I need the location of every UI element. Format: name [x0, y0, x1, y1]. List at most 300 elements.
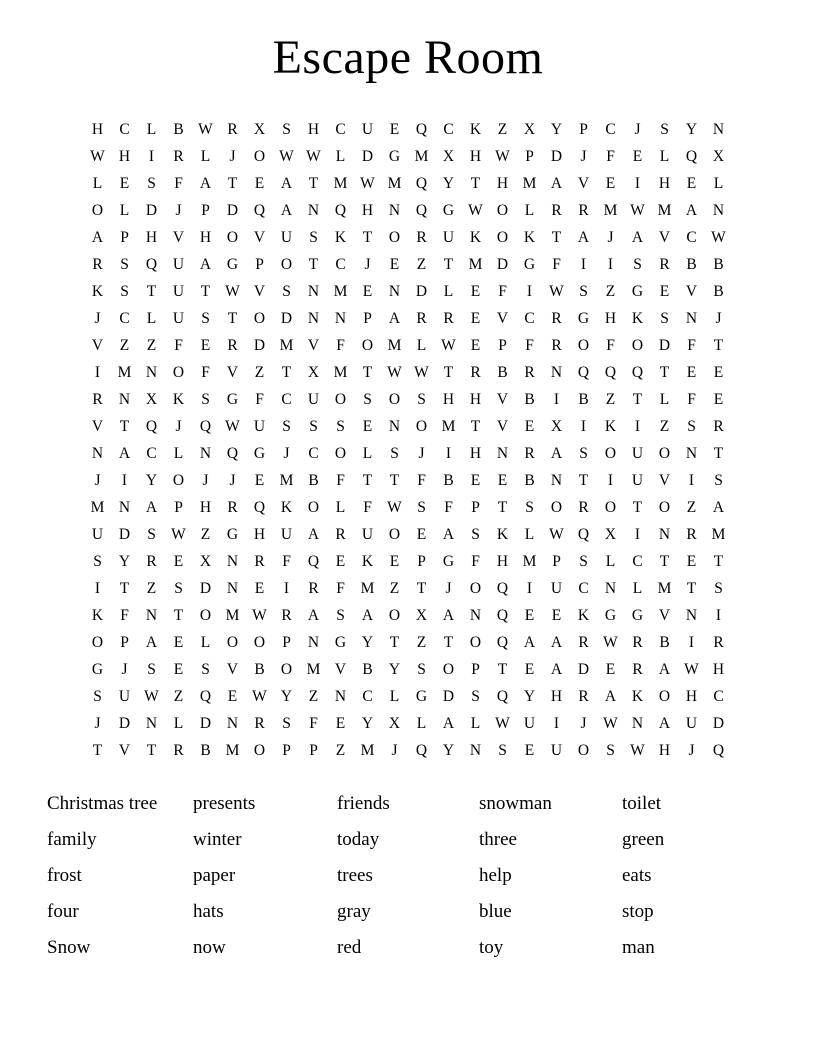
letter-cell[interactable]: Q [253, 202, 266, 219]
letter-cell[interactable]: Y [685, 121, 698, 138]
word-list-item[interactable]: family [47, 829, 97, 850]
letter-cell[interactable]: K [577, 607, 590, 624]
letter-cell[interactable]: V [658, 229, 671, 246]
letter-cell[interactable]: K [469, 121, 482, 138]
letter-cell[interactable]: W [279, 148, 294, 165]
letter-cell[interactable]: H [118, 148, 131, 165]
letter-cell[interactable]: R [173, 742, 184, 759]
letter-cell[interactable]: S [201, 661, 210, 678]
letter-cell[interactable]: J [715, 310, 722, 327]
letter-cell[interactable]: C [308, 445, 319, 462]
letter-cell[interactable]: I [94, 364, 101, 381]
letter-cell[interactable]: U [280, 526, 293, 543]
letter-cell[interactable]: D [712, 715, 725, 732]
letter-cell[interactable]: O [280, 256, 293, 273]
letter-cell[interactable]: I [580, 418, 587, 435]
letter-cell[interactable]: Z [146, 580, 157, 597]
letter-cell[interactable]: A [712, 499, 725, 516]
letter-cell[interactable]: Z [119, 337, 130, 354]
letter-cell[interactable]: F [498, 283, 507, 300]
letter-cell[interactable]: S [282, 283, 291, 300]
word-list-item[interactable]: red [337, 937, 362, 958]
letter-cell[interactable]: W [603, 715, 618, 732]
letter-cell[interactable]: C [119, 121, 130, 138]
letter-cell[interactable]: D [415, 283, 428, 300]
letter-cell[interactable]: E [416, 526, 427, 543]
letter-cell[interactable]: V [226, 364, 239, 381]
letter-cell[interactable]: S [714, 472, 723, 489]
letter-cell[interactable]: B [713, 283, 724, 300]
letter-cell[interactable]: P [120, 634, 129, 651]
letter-cell[interactable]: H [658, 175, 671, 192]
letter-cell[interactable]: W [198, 121, 213, 138]
letter-cell[interactable]: F [282, 553, 291, 570]
letter-cell[interactable]: H [469, 148, 482, 165]
letter-cell[interactable]: S [336, 607, 345, 624]
letter-cell[interactable]: H [604, 310, 617, 327]
letter-cell[interactable]: S [660, 121, 669, 138]
letter-cell[interactable]: S [417, 391, 426, 408]
letter-cell[interactable]: H [307, 121, 320, 138]
letter-cell[interactable]: S [147, 175, 156, 192]
letter-cell[interactable]: O [415, 418, 428, 435]
letter-cell[interactable]: L [92, 175, 103, 192]
letter-cell[interactable]: M [306, 661, 321, 678]
letter-cell[interactable]: T [443, 634, 454, 651]
letter-cell[interactable]: N [388, 202, 401, 219]
letter-cell[interactable]: N [334, 310, 347, 327]
letter-cell[interactable]: S [201, 310, 210, 327]
letter-cell[interactable]: F [444, 499, 453, 516]
letter-cell[interactable]: L [146, 121, 157, 138]
letter-cell[interactable]: S [309, 418, 318, 435]
letter-cell[interactable]: R [632, 661, 643, 678]
letter-cell[interactable]: J [283, 445, 290, 462]
letter-cell[interactable]: L [470, 715, 481, 732]
letter-cell[interactable]: U [442, 229, 455, 246]
letter-cell[interactable]: E [335, 715, 346, 732]
word-list-item[interactable]: winter [193, 829, 242, 850]
letter-cell[interactable]: O [577, 742, 590, 759]
letter-cell[interactable]: L [524, 526, 535, 543]
letter-cell[interactable]: P [255, 256, 264, 273]
letter-cell[interactable]: B [686, 256, 697, 273]
letter-cell[interactable]: O [226, 229, 239, 246]
word-list-item[interactable]: toilet [622, 793, 662, 814]
letter-cell[interactable]: E [713, 391, 724, 408]
letter-cell[interactable]: R [524, 445, 535, 462]
letter-cell[interactable]: V [334, 661, 347, 678]
letter-cell[interactable]: N [118, 391, 131, 408]
letter-cell[interactable]: A [280, 175, 293, 192]
letter-cell[interactable]: L [173, 445, 184, 462]
letter-cell[interactable]: O [199, 607, 212, 624]
word-list-item[interactable]: paper [193, 865, 236, 886]
letter-cell[interactable]: Q [496, 607, 509, 624]
letter-cell[interactable]: I [607, 256, 614, 273]
letter-cell[interactable]: N [307, 310, 320, 327]
letter-cell[interactable]: W [630, 202, 645, 219]
word-list-item[interactable]: Christmas tree [47, 793, 158, 814]
letter-cell[interactable]: T [119, 418, 130, 435]
letter-cell[interactable]: S [579, 283, 588, 300]
letter-cell[interactable]: W [495, 715, 510, 732]
letter-cell[interactable]: E [254, 472, 265, 489]
letter-cell[interactable]: N [199, 445, 212, 462]
letter-cell[interactable]: S [282, 418, 291, 435]
letter-cell[interactable]: I [715, 607, 722, 624]
letter-cell[interactable]: S [417, 499, 426, 516]
letter-cell[interactable]: O [334, 391, 347, 408]
letter-cell[interactable]: F [606, 337, 615, 354]
letter-cell[interactable]: Q [685, 148, 698, 165]
letter-cell[interactable]: W [171, 526, 186, 543]
letter-cell[interactable]: G [523, 256, 536, 273]
letter-cell[interactable]: P [282, 742, 291, 759]
letter-cell[interactable]: V [307, 337, 320, 354]
letter-cell[interactable]: U [631, 445, 644, 462]
letter-cell[interactable]: H [685, 688, 698, 705]
letter-cell[interactable]: M [333, 175, 348, 192]
letter-cell[interactable]: J [94, 715, 101, 732]
letter-cell[interactable]: R [227, 499, 238, 516]
letter-cell[interactable]: E [470, 472, 481, 489]
letter-cell[interactable]: U [253, 418, 266, 435]
letter-cell[interactable]: K [334, 229, 347, 246]
letter-cell[interactable]: N [496, 445, 509, 462]
letter-cell[interactable]: N [334, 688, 347, 705]
letter-cell[interactable]: I [553, 391, 560, 408]
letter-cell[interactable]: L [659, 148, 670, 165]
letter-cell[interactable]: S [282, 121, 291, 138]
letter-cell[interactable]: A [388, 310, 401, 327]
letter-cell[interactable]: Q [307, 553, 320, 570]
letter-cell[interactable]: R [551, 337, 562, 354]
letter-cell[interactable]: P [309, 742, 318, 759]
letter-cell[interactable]: I [121, 472, 128, 489]
letter-cell[interactable]: Z [497, 121, 508, 138]
letter-cell[interactable]: Y [118, 553, 131, 570]
letter-cell[interactable]: S [633, 256, 642, 273]
letter-cell[interactable]: R [524, 364, 535, 381]
letter-cell[interactable]: S [498, 742, 507, 759]
letter-cell[interactable]: W [360, 175, 375, 192]
letter-cell[interactable]: F [417, 472, 426, 489]
letter-cell[interactable]: J [445, 580, 452, 597]
letter-cell[interactable]: S [687, 418, 696, 435]
letter-cell[interactable]: M [522, 553, 537, 570]
letter-cell[interactable]: T [497, 661, 508, 678]
letter-cell[interactable]: E [524, 661, 535, 678]
letter-cell[interactable]: E [389, 553, 400, 570]
letter-cell[interactable]: M [657, 580, 672, 597]
letter-cell[interactable]: H [496, 553, 509, 570]
letter-cell[interactable]: K [361, 553, 374, 570]
letter-cell[interactable]: B [200, 742, 211, 759]
letter-cell[interactable]: F [255, 391, 264, 408]
letter-cell[interactable]: I [634, 526, 641, 543]
letter-cell[interactable]: S [471, 688, 480, 705]
letter-cell[interactable]: N [469, 742, 482, 759]
letter-cell[interactable]: E [632, 148, 643, 165]
letter-cell[interactable]: H [145, 229, 158, 246]
letter-cell[interactable]: O [172, 472, 185, 489]
letter-cell[interactable]: F [525, 337, 534, 354]
letter-cell[interactable]: U [523, 715, 536, 732]
letter-cell[interactable]: N [145, 607, 158, 624]
letter-cell[interactable]: C [146, 445, 157, 462]
letter-cell[interactable]: R [713, 634, 724, 651]
letter-cell[interactable]: S [660, 310, 669, 327]
letter-cell[interactable]: R [470, 364, 481, 381]
letter-cell[interactable]: A [658, 715, 671, 732]
letter-cell[interactable]: N [145, 715, 158, 732]
letter-cell[interactable]: X [307, 364, 320, 381]
letter-cell[interactable]: P [525, 148, 534, 165]
letter-cell[interactable]: U [172, 256, 185, 273]
letter-cell[interactable]: X [604, 526, 617, 543]
letter-cell[interactable]: S [714, 580, 723, 597]
letter-cell[interactable]: F [174, 337, 183, 354]
letter-cell[interactable]: N [307, 283, 320, 300]
letter-cell[interactable]: G [577, 310, 590, 327]
letter-cell[interactable]: P [498, 337, 507, 354]
letter-cell[interactable]: C [605, 121, 616, 138]
letter-cell[interactable]: C [524, 310, 535, 327]
letter-cell[interactable]: P [282, 634, 291, 651]
letter-cell[interactable]: D [442, 688, 455, 705]
letter-cell[interactable]: B [578, 391, 589, 408]
letter-cell[interactable]: P [579, 121, 588, 138]
letter-cell[interactable]: Q [496, 688, 509, 705]
letter-cell[interactable]: F [336, 580, 345, 597]
letter-cell[interactable]: E [605, 661, 616, 678]
letter-cell[interactable]: N [145, 364, 158, 381]
word-list-item[interactable]: today [337, 829, 380, 850]
letter-cell[interactable]: O [388, 607, 401, 624]
letter-cell[interactable]: N [685, 445, 698, 462]
letter-cell[interactable]: I [607, 472, 614, 489]
letter-cell[interactable]: N [226, 580, 239, 597]
letter-cell[interactable]: C [335, 256, 346, 273]
letter-cell[interactable]: R [416, 310, 427, 327]
letter-cell[interactable]: H [199, 499, 212, 516]
letter-cell[interactable]: S [579, 553, 588, 570]
letter-cell[interactable]: G [442, 553, 455, 570]
letter-cell[interactable]: J [121, 661, 128, 678]
letter-cell[interactable]: L [173, 715, 184, 732]
letter-cell[interactable]: B [524, 391, 535, 408]
letter-cell[interactable]: R [713, 418, 724, 435]
letter-cell[interactable]: A [145, 634, 158, 651]
letter-cell[interactable]: A [631, 229, 644, 246]
letter-cell[interactable]: J [202, 472, 209, 489]
letter-cell[interactable]: U [280, 229, 293, 246]
letter-cell[interactable]: A [280, 202, 293, 219]
letter-cell[interactable]: R [92, 391, 103, 408]
letter-cell[interactable]: P [174, 499, 183, 516]
letter-cell[interactable]: S [525, 499, 534, 516]
letter-cell[interactable]: V [253, 229, 266, 246]
letter-cell[interactable]: X [442, 148, 455, 165]
letter-cell[interactable]: S [174, 580, 183, 597]
letter-cell[interactable]: P [363, 310, 372, 327]
letter-cell[interactable]: H [658, 742, 671, 759]
letter-cell[interactable]: L [524, 202, 535, 219]
letter-cell[interactable]: R [254, 553, 265, 570]
letter-cell[interactable]: R [578, 499, 589, 516]
letter-cell[interactable]: R [281, 607, 292, 624]
word-list-item[interactable]: four [47, 901, 79, 922]
letter-cell[interactable]: X [523, 121, 536, 138]
letter-cell[interactable]: O [172, 364, 185, 381]
letter-cell[interactable]: B [659, 634, 670, 651]
letter-cell[interactable]: Z [335, 742, 346, 759]
letter-cell[interactable]: L [335, 499, 346, 516]
letter-cell[interactable]: A [550, 661, 563, 678]
letter-cell[interactable]: M [657, 202, 672, 219]
letter-cell[interactable]: D [280, 310, 293, 327]
letter-cell[interactable]: Z [659, 418, 670, 435]
letter-cell[interactable]: R [686, 526, 697, 543]
word-list-item[interactable]: man [622, 937, 655, 958]
letter-cell[interactable]: E [659, 283, 670, 300]
letter-cell[interactable]: Q [631, 364, 644, 381]
letter-cell[interactable]: O [577, 337, 590, 354]
letter-cell[interactable]: T [362, 229, 373, 246]
letter-cell[interactable]: R [551, 310, 562, 327]
letter-cell[interactable]: G [226, 526, 239, 543]
letter-cell[interactable]: M [711, 526, 726, 543]
letter-cell[interactable]: V [496, 418, 509, 435]
letter-cell[interactable]: E [470, 337, 481, 354]
letter-cell[interactable]: J [688, 742, 695, 759]
letter-cell[interactable]: U [118, 688, 131, 705]
letter-cell[interactable]: G [415, 688, 428, 705]
letter-cell[interactable]: T [659, 553, 670, 570]
letter-cell[interactable]: P [417, 553, 426, 570]
letter-cell[interactable]: R [227, 337, 238, 354]
letter-cell[interactable]: Q [415, 742, 428, 759]
letter-cell[interactable]: S [390, 445, 399, 462]
letter-cell[interactable]: A [442, 607, 455, 624]
letter-cell[interactable]: I [580, 256, 587, 273]
letter-cell[interactable]: N [307, 634, 320, 651]
letter-cell[interactable]: E [119, 175, 130, 192]
letter-cell[interactable]: T [92, 742, 103, 759]
letter-cell[interactable]: J [391, 742, 398, 759]
letter-cell[interactable]: F [606, 148, 615, 165]
letter-cell[interactable]: J [607, 229, 614, 246]
letter-cell[interactable]: R [443, 310, 454, 327]
letter-cell[interactable]: R [146, 553, 157, 570]
letter-cell[interactable]: T [227, 175, 238, 192]
letter-cell[interactable]: W [387, 499, 402, 516]
letter-cell[interactable]: M [441, 418, 456, 435]
letter-cell[interactable]: E [551, 607, 562, 624]
letter-cell[interactable]: H [361, 202, 374, 219]
letter-cell[interactable]: G [604, 607, 617, 624]
letter-cell[interactable]: N [685, 310, 698, 327]
letter-cell[interactable]: K [631, 310, 644, 327]
letter-cell[interactable]: I [445, 445, 452, 462]
letter-cell[interactable]: O [658, 445, 671, 462]
letter-cell[interactable]: R [551, 202, 562, 219]
letter-cell[interactable]: V [91, 337, 104, 354]
word-list-item[interactable]: help [479, 865, 512, 886]
letter-cell[interactable]: D [577, 661, 590, 678]
letter-cell[interactable]: M [333, 364, 348, 381]
letter-cell[interactable]: O [496, 229, 509, 246]
letter-cell[interactable]: L [362, 445, 373, 462]
letter-cell[interactable]: D [118, 526, 131, 543]
letter-cell[interactable]: N [550, 364, 563, 381]
letter-cell[interactable]: U [307, 391, 320, 408]
letter-cell[interactable]: L [335, 148, 346, 165]
letter-cell[interactable]: O [658, 499, 671, 516]
word-list-item[interactable]: snowman [479, 793, 552, 814]
letter-cell[interactable]: Q [415, 175, 428, 192]
letter-cell[interactable]: M [387, 175, 402, 192]
letter-cell[interactable]: S [93, 553, 102, 570]
letter-cell[interactable]: D [253, 337, 266, 354]
letter-cell[interactable]: A [442, 715, 455, 732]
letter-cell[interactable]: M [117, 364, 132, 381]
letter-cell[interactable]: Q [577, 526, 590, 543]
letter-cell[interactable]: T [281, 364, 292, 381]
letter-cell[interactable]: F [687, 337, 696, 354]
letter-cell[interactable]: L [146, 310, 157, 327]
letter-cell[interactable]: X [145, 391, 158, 408]
letter-cell[interactable]: P [201, 202, 210, 219]
letter-cell[interactable]: Y [523, 688, 536, 705]
letter-cell[interactable]: T [713, 337, 724, 354]
letter-cell[interactable]: T [578, 472, 589, 489]
letter-cell[interactable]: N [91, 445, 104, 462]
letter-cell[interactable]: E [173, 553, 184, 570]
letter-cell[interactable]: B [443, 472, 454, 489]
letter-cell[interactable]: B [524, 472, 535, 489]
letter-cell[interactable]: O [253, 310, 266, 327]
letter-cell[interactable]: U [550, 580, 563, 597]
letter-cell[interactable]: N [712, 202, 725, 219]
letter-cell[interactable]: W [495, 148, 510, 165]
letter-cell[interactable]: M [603, 202, 618, 219]
letter-cell[interactable]: F [309, 715, 318, 732]
letter-cell[interactable]: C [119, 310, 130, 327]
letter-cell[interactable]: S [120, 283, 129, 300]
letter-cell[interactable]: A [442, 526, 455, 543]
letter-cell[interactable]: A [199, 256, 212, 273]
letter-cell[interactable]: B [308, 472, 319, 489]
letter-cell[interactable]: O [442, 661, 455, 678]
letter-cell[interactable]: F [336, 472, 345, 489]
letter-cell[interactable]: O [496, 202, 509, 219]
letter-cell[interactable]: S [282, 715, 291, 732]
letter-cell[interactable]: Z [254, 364, 265, 381]
letter-cell[interactable]: J [229, 148, 236, 165]
letter-cell[interactable]: C [686, 229, 697, 246]
word-list-item[interactable]: friends [337, 793, 390, 814]
letter-cell[interactable]: M [225, 607, 240, 624]
letter-cell[interactable]: U [550, 742, 563, 759]
letter-cell[interactable]: T [497, 499, 508, 516]
letter-cell[interactable]: A [550, 175, 563, 192]
letter-cell[interactable]: M [414, 148, 429, 165]
letter-cell[interactable]: E [713, 364, 724, 381]
letter-cell[interactable]: O [361, 337, 374, 354]
letter-cell[interactable]: I [634, 418, 641, 435]
